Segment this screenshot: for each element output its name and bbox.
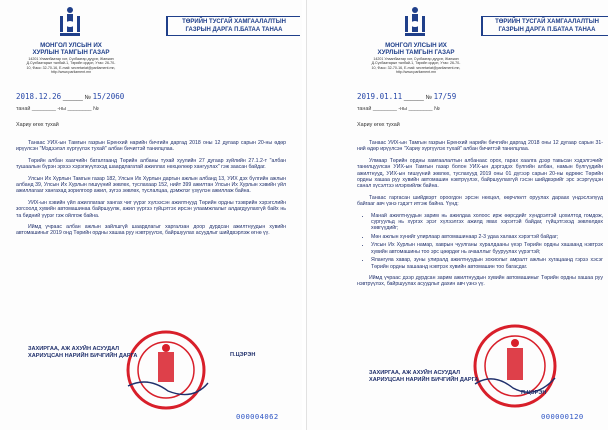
org-address: 14201 Улаанбаатар хот, Сүхбаатар дүүрэг, Жанжин Д.Сүхбаатарын талбай-1, Төрийн ордон, Утас: 26-70-10, Факс: 32-70-16, E-mail: secretariat@parliament.mn, http://www.parliament.mn	[26, 57, 116, 74]
number-label: №	[84, 95, 91, 101]
org-name: МОНГОЛ УЛСЫН ИХ ХУРЛЫН ТАМГЫН ГАЗАР	[32, 42, 110, 56]
signature-title: ЗАХИРГАА, АЖ АХУЙН АСУУДАЛ ХАРИУЦСАН НАРИЙН БИЧГИЙН ДАРГА	[28, 346, 138, 359]
letter-page-1	[0, 0, 302, 430]
paragraph: Улсын Их Хурлын Тамгын газар 182, Улсын Их Хурлын даргын ажлын албанд 13, УИХ дэх бүлгийн ажлын албанд 39, Улсын Их Хурлын гишүүний зөвлөх, туслахаар 152, нийт 399 ажилтан Улсын Их Хурлын хэвийн үйл ажиллагааг хангахад зорилгоор ажил, зүгээ зөвлөх, туслалцаа, дэмжлэг үзүүлэн ажиллаж байна.	[16, 175, 286, 195]
paragraph: Танаас УИХ-ын Тамгын газрын Еренхий нарийн бичгийн даргад 2018 оны 12 дугаар сарын 31-ний өдөр ирүүлсэн "Хариу хүргүүлэх тухай" албан бичигтэй танилцлаа.	[357, 140, 603, 153]
org-name: МОНГОЛ УЛСЫН ИХ ХУРЛЫН ТАМГЫН ГАЗАР	[377, 42, 455, 56]
recipient-box: ТӨРИЙН ТУСГАЙ ХАМГААЛАЛТЫН ГАЗРЫН ДАРГА П.БАТАА ТАНАА	[166, 16, 300, 36]
tanai-line: танай ________ -ны ________ №	[357, 106, 440, 112]
paragraph: Танаас гаргасан шийдвэрт ороогдон эрсэн нөхцөл, өөрчлөлт оруулах дараах үндэслэлүүд байгааг авч үзнэ гэдэгт итгэж байна. Үүнд:	[357, 194, 603, 208]
number-label: №	[425, 95, 432, 101]
subject-line: Хариу өгөх тухай	[16, 122, 59, 128]
recipient-box: ТӨРИЙН ТУСГАЙ ХАМГААЛАЛТЫН ГАЗРЫН ДАРГА П.БАТАА ТАНАА	[481, 16, 608, 36]
list-item: • Ялангуяа хавар, зуны улиралд ажилтнуудын зохиолыг амралт ажлын хугацаанд гэрээ хэсэг Төрийн ордны хашаанд нэвтрэх хувийн автомашин тоо багасдаг.	[371, 257, 603, 270]
handwritten-date: 2019.01.11	[357, 92, 403, 101]
official-seal-icon	[118, 326, 214, 414]
paragraph: Улмаар Төрийн ордны хамгаалалтын албанаас орох, гарах хаалга дээр тавьсан хэдэлгэчийг танилцуулсан УИХ-ын Тамгын газар болон УИХ-ын дэргэдэх бүлгийн албан, намын бүлгүүдийн ажилтнууд, УИХ-ын гишүүний зөвлөх, туслахууд 2019 оны 01 дүгээр сарын 20-ны өдрөөс Төрийн ордны хашаа руу хувийн автомашин нэвтрүүлэх, байршуулахгүй гэсэн шийдвэрийг эрс эсэргүүцэн санал хүсэлтээ илэрхийлж байна.	[357, 157, 603, 190]
handwritten-number: 17/59	[433, 92, 457, 101]
date-line: 2019.01.11 ______ № 17/59	[357, 92, 457, 101]
official-seal-icon	[469, 318, 561, 414]
handwritten-date: 2018.12.26	[16, 92, 62, 101]
serial-number: 000004062	[236, 412, 279, 421]
letter-page-2	[306, 0, 608, 430]
signer-name: П.ЦЭРЭН	[230, 352, 256, 358]
date-line: 2018.12.26 ______ № 15/2060	[16, 92, 125, 101]
subject-line: Хариу өгөх тухай	[357, 122, 400, 128]
org-address: 14201 Улаанбаатар хот, Сүхбаатар дүүрэг, Жанжин Д.Сүхбаатарын талбай-1, Төрийн ордон, Утас: 26-70-10, Факс: 32-70-16, E-mail: secretariat@parliament.mn, http://www.parliament.mn	[371, 57, 461, 74]
list-item: • Мөн ажлын хүнийг улирлаар автомашинаар 2-3 удаа халаах хэрэгтэй байдаг;	[371, 234, 603, 240]
closing-paragraph: Иймд үчраас дээр дурдсан зарим ажилтнуудын хувийн автомашиныг Төрийн ордны хашаа руу нэвтрүүлэх, байршуулах асуудлыг дахин авч үзнэ үү.	[357, 274, 603, 288]
soyombo-emblem-icon	[48, 4, 92, 40]
reason-list	[357, 213, 603, 270]
letter-body	[16, 140, 286, 242]
handwritten-number: 15/2060	[92, 92, 125, 101]
soyombo-emblem-icon	[393, 4, 437, 40]
list-item: • Манай ажилтнуудын зарим нь ажилдаа холоос ирж өөрсдийг хүндрэлтэй цохилтод гомдож, сургуульд нь хүргэх эрэг хүлээлгэх ажилд явах хэрэгтэй байдаг, гүйцэтгэхэд зөвлөлдөх хөвгүүдийг;	[371, 213, 603, 232]
paragraph: Иймд үчраас албан ажлын зайлшгүй шаардлагыг харгалзан доор дурдсан ажилтнуудын хувийн автомашиныг 2019 онд Төрийн ордны хашаа руу нэвтрүүлэх, байршуулах асуудлыг шийдвэрлэж өгнө үү.	[16, 224, 286, 237]
paragraph: УИХ-ын хэвийн үйл ажиллагааг хангах чиг үүрэг хүлээсэн ажилтнууд Төрийн ордны тээврийн хэрэгслийн зогсоолд хувийн автомашинаа байршуулж, ажил үүргээ гүйцэтгэх ирсэн улаамжлалыг алдагдуулахгүй байх нь та бидний үүрэг гэж ойлгож байна.	[16, 199, 286, 219]
paragraph: Төрийн албан хаагчийн баталгаанд Төрийн албаны тухай хуулийн 27 дугаар зүйлийн 27.1.2-т "албан тушаалын бүрэн эрхээ хэрэгжүүлэхэд шаардлагатай ажиллах нөхцөлөөр хангуулах" гэж заасан байдаг.	[16, 157, 286, 171]
letter-body	[357, 140, 603, 293]
signature-title: ЗАХИРГАА, АЖ АХУЙН АСУУДАЛ ХАРИУЦСАН НАРИЙН БИЧГИЙН ДАРГА	[369, 370, 479, 383]
signer-name: П.ЦЭРЭН	[521, 390, 547, 396]
serial-number: 000000120	[541, 412, 584, 421]
list-item: • Улсын Их Хурлын намар, хаврын чуулганы хуралдааны үеэр Төрийн ордны хашаанд нэвтрэх хувийн автомашины тоо эрс цөөрдөг нь ачааллыг бууруулах үүрэгтэй;	[371, 242, 603, 255]
tanai-line: танай ________ -ны ________ №	[16, 106, 99, 112]
paragraph: Танаас УИХ-ын Тамгын газрын Еренхий нарийн бичгийн даргад 2018 оны 12 дугаар сарын 20-ны өдөр ирүүлсэн "Мэдээлэл хүргүүлэх тухай" албан бичигтэй танилцлаа.	[16, 140, 286, 153]
